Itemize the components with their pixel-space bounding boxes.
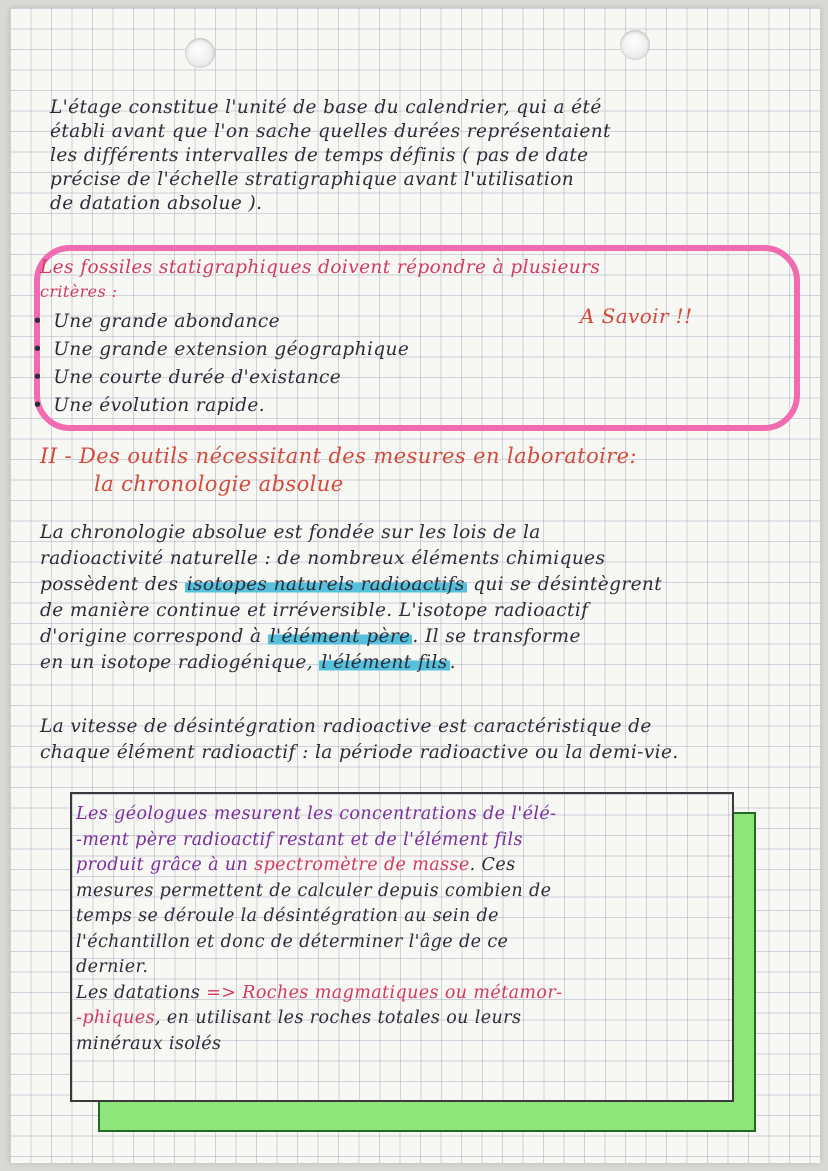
text-line: l'échantillon et donc de déterminer l'âge de ce xyxy=(76,931,509,952)
text-line: La vitesse de désintégration radioactive est caractéristique de xyxy=(40,716,652,737)
half-life-paragraph xyxy=(40,714,679,766)
text-line: radioactivité naturelle : de nombreux éléments chimiques xyxy=(40,548,606,569)
intro-paragraph xyxy=(50,96,611,216)
absolute-chronology-paragraph xyxy=(40,520,662,676)
section-title: II - Des outils nécessitant des mesures en laboratoire: xyxy=(40,444,637,468)
a-savoir-note: A Savoir !! xyxy=(580,304,693,328)
criteria-item: • Une grande extension géographique xyxy=(32,336,409,364)
highlighted-term: l'élément père xyxy=(269,626,411,647)
rock-types-continued: -phiques xyxy=(76,1008,155,1028)
text-fragment: , en utilisant les roches totales ou leurs xyxy=(155,1008,522,1028)
text-line: précise de l'échelle stratigraphique avant l'utilisation xyxy=(50,169,575,190)
text-line xyxy=(76,853,562,879)
text-line xyxy=(40,624,662,650)
text-line: minéraux isolés xyxy=(76,1033,222,1054)
binder-hole-left xyxy=(185,38,215,68)
rock-types: => Roches magmatiques ou métamor- xyxy=(206,982,563,1003)
text-line: L'étage constitue l'unité de base du calendrier, qui a été xyxy=(50,97,602,118)
text-line: mesures permettent de calculer depuis combien de xyxy=(76,880,552,901)
text-line xyxy=(40,572,662,598)
text-line xyxy=(40,650,662,676)
text-line: dernier. xyxy=(76,957,149,977)
text-line: -ment père radioactif restant et de l'élément fils xyxy=(76,829,523,850)
text-line xyxy=(76,981,562,1007)
text-line: établi avant que l'on sache quelles durées représentaient xyxy=(50,121,611,142)
text-fragment: . xyxy=(449,652,456,673)
text-line xyxy=(76,1006,562,1032)
text-fragment: . Ces xyxy=(469,855,516,875)
criteria-list xyxy=(32,308,409,420)
criteria-item: • Une grande abondance xyxy=(32,308,409,336)
text-line: de manière continue et irréversible. L'isotope radioactif xyxy=(40,600,589,621)
text-line: Les géologues mesurent les concentrations de l'élé- xyxy=(76,804,557,824)
text-line: de datation absolue ). xyxy=(50,193,263,214)
text-fragment: en un isotope radiogénique, xyxy=(40,652,320,673)
criteria-heading-text: Les fossiles statigraphiques doivent répondre à plusieurs xyxy=(40,257,601,278)
text-fragment: Les datations xyxy=(76,982,207,1003)
text-fragment: produit grâce à un xyxy=(76,855,255,875)
text-line: les différents intervalles de temps définis ( pas de date xyxy=(50,145,589,166)
notebook-page xyxy=(10,8,820,1163)
criteria-heading-line xyxy=(40,257,600,278)
criteria-heading-continued: critères : xyxy=(40,282,118,301)
text-fragment: qui se désintègrent xyxy=(466,574,663,595)
spectrometer-term: spectromètre de masse xyxy=(254,855,470,875)
text-fragment: . Il se transforme xyxy=(412,626,581,647)
text-fragment: d'origine correspond à xyxy=(40,626,268,647)
text-line: La chronologie absolue est fondée sur les lois de la xyxy=(40,522,541,543)
framed-note-text xyxy=(76,802,562,1057)
text-line: temps se déroule la désintégration au sein de xyxy=(76,906,499,926)
highlighted-term: l'élément fils xyxy=(321,652,448,673)
criteria-item: • Une courte durée d'existance xyxy=(32,364,409,392)
highlighted-term: isotopes naturels radioactifs xyxy=(186,574,465,595)
text-fragment: possèdent des xyxy=(40,574,185,595)
binder-hole-right xyxy=(620,30,650,60)
text-line: chaque élément radioactif : la période radioactive ou la demi-vie. xyxy=(40,742,679,763)
criteria-item: • Une évolution rapide. xyxy=(32,392,409,420)
criteria-heading xyxy=(40,256,600,280)
section-subtitle: la chronologie absolue xyxy=(94,472,344,496)
